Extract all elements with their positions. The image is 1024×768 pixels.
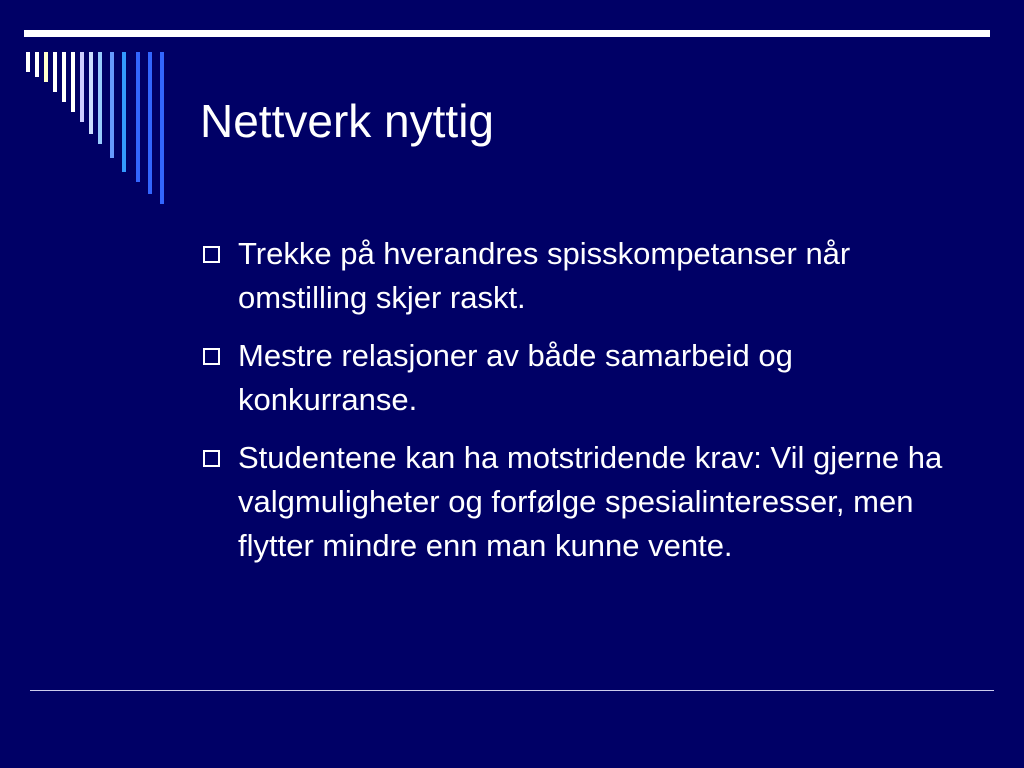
stripe-8 bbox=[89, 52, 93, 134]
stripe-13 bbox=[148, 52, 152, 194]
stripe-1 bbox=[26, 52, 30, 72]
slide-title: Nettverk nyttig bbox=[200, 95, 494, 147]
stripe-7 bbox=[80, 52, 84, 122]
bullet-item bbox=[200, 232, 980, 320]
decorative-stripes bbox=[0, 0, 180, 220]
bullet-list bbox=[200, 232, 980, 582]
stripe-12 bbox=[136, 52, 140, 182]
stripe-3 bbox=[44, 52, 48, 82]
stripe-5 bbox=[62, 52, 66, 102]
stripe-6 bbox=[71, 52, 75, 112]
stripe-9 bbox=[98, 52, 102, 144]
bullet-text: Trekke på hverandres spisskompetanser når omstilling skjer raskt. bbox=[238, 236, 851, 315]
stripe-2 bbox=[35, 52, 39, 77]
square-bullet-icon bbox=[203, 246, 220, 263]
bullet-item bbox=[200, 334, 980, 422]
bullet-text: Studentene kan ha motstridende krav: Vil gjerne ha valgmuligheter og forfølge spesialinteresser, men flytter mindre enn man kunne vente. bbox=[238, 440, 943, 563]
bullet-item bbox=[200, 436, 980, 568]
stripe-11 bbox=[122, 52, 126, 172]
stripe-14 bbox=[160, 52, 164, 204]
bullet-text: Mestre relasjoner av både samarbeid og konkurranse. bbox=[238, 338, 793, 417]
bottom-rule bbox=[30, 690, 994, 691]
stripe-10 bbox=[110, 52, 114, 158]
stripe-4 bbox=[53, 52, 57, 92]
square-bullet-icon bbox=[203, 348, 220, 365]
square-bullet-icon bbox=[203, 450, 220, 467]
